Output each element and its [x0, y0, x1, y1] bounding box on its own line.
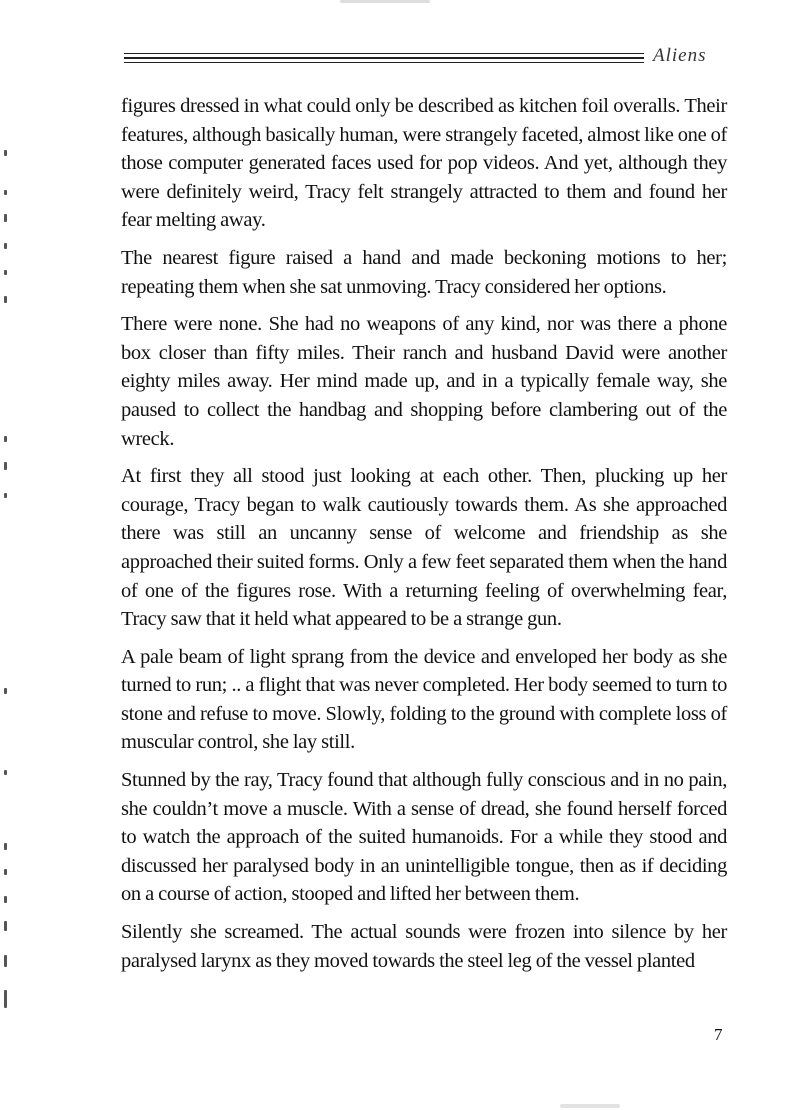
- scan-mark: [4, 296, 7, 303]
- scan-mark: [4, 243, 7, 249]
- page-number: 7: [714, 1025, 723, 1044]
- paragraph-6: Stunned by the ray, Tracy found that although fully conscious and in no pain, she couldn’t move a muscle. With a sense of dread, she found herself forced to watch the approach of the suited humanoids. For a while they stood and discussed her paralysed body in an unintelligible tongue, then as if deciding on a course of action, stooped and lifted her between them.: [121, 769, 727, 906]
- header-rule-line: [124, 53, 644, 54]
- paragraph-4: At first they all stood just looking at each other. Then, plucking up her courage, Tracy began to walk cautiously towards them. As she approached there was still an uncanny sense of welcome and friendship as she approached their suited forms. Only a few feet separated them when the hand of one of the figures rose. With a returning feeling of overwhelming fear, Tracy saw that it held what appeared to be a strange gun.: [121, 465, 727, 631]
- scan-mark: [4, 150, 7, 156]
- running-title: Aliens: [653, 45, 707, 66]
- scan-mark: [4, 214, 7, 222]
- scan-mark: [4, 436, 7, 442]
- scan-mark: [4, 921, 7, 931]
- scan-smudge-top: [340, 0, 430, 3]
- paragraph-7: Silently she screamed. The actual sounds were frozen into silence by her paralysed larynx as they moved towards the steel leg of the vessel planted: [121, 921, 727, 972]
- scan-mark: [4, 493, 7, 498]
- paragraph-5: A pale beam of light sprang from the device and enveloped her body as she turned to run; .. a flight that was never completed. Her body seemed to turn to stone and refuse to move. Slowly, folding to the ground with complete loss of muscular control, she lay still.: [121, 645, 727, 754]
- scan-mark: [4, 462, 7, 470]
- scan-mark: [4, 843, 7, 850]
- paragraph-3: There were none. She had no weapons of any kind, nor was there a phone box closer than fifty miles. Their ranch and husband David were another eighty miles away. Her mind made up, and in a typically female way, she paused to collect the handbag and shopping before clambering out of the wreck.: [121, 313, 727, 450]
- paragraph-1: figures dressed in what could only be described as kitchen foil overalls. Their features, although basically human, were strangely faceted, almost like one of those computer generated faces used for pop videos. And yet, although they were definitely weird, Tracy felt strangely attracted to them and found her fear melting away.: [121, 95, 727, 232]
- header-rule-line: [124, 57, 644, 58]
- header-rule-line: [124, 62, 644, 63]
- scan-mark: [4, 270, 7, 275]
- header-rule: [124, 53, 644, 63]
- scan-mark: [4, 955, 7, 967]
- scan-mark: [4, 869, 7, 875]
- scan-mark: [4, 190, 7, 195]
- scan-mark: [4, 770, 7, 775]
- paragraph-2: The nearest figure raised a hand and made beckoning motions to her; repeating them when she sat unmoving. Tracy considered her options.: [121, 246, 727, 298]
- scan-mark: [4, 688, 7, 694]
- scan-smudge-bottom: [560, 1104, 620, 1108]
- body-text: [121, 92, 727, 984]
- scan-mark: [4, 896, 7, 903]
- scan-mark: [4, 990, 7, 1008]
- scan-margin-marks: [0, 0, 14, 1110]
